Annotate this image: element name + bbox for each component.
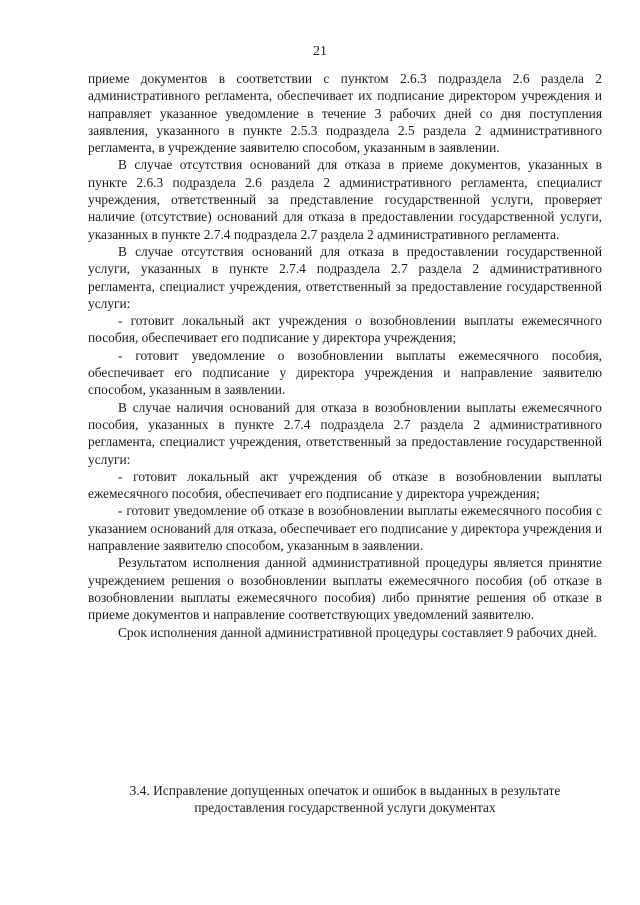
document-body [88, 70, 602, 641]
list-item: - готовит уведомление о возобновлении выплаты ежемесячного пособия, обеспечивает его подписание у директора учреждения и направление заявителю способом, указанным в заявлении. [88, 347, 602, 398]
paragraph: Срок исполнения данной административной процедуры составляет 9 рабочих дней. [118, 624, 597, 640]
paragraph: приеме документов в соответствии с пунктом 2.6.3 подраздела 2.6 раздела 2 административного регламента, обеспечивает их подписание директором учреждения и направляет указанное уведомление в течение 3 рабочих дней со дня поступления заявления, указанного в пункте 2.5.3 подраздела 2.5 раздела 2 административного регламента, в учреждение заявителю способом, указанным в заявлении. [88, 71, 602, 156]
paragraph: В случае отсутствия оснований для отказа в приеме документов, указанных в пункте 2.6.3 подраздела 2.6 раздела 2 административного регламента, специалист учреждения, ответственный за представление государственной услуги, проверяет наличие (отсутствие) оснований для отказа в предоставлении государственной услуги, указанных в пункте 2.7.4 подраздела 2.7 раздела 2 административного регламента. [88, 157, 602, 242]
paragraph: В случае отсутствия оснований для отказа в предоставлении государственной услуги, указанных в пункте 2.7.4 подраздела 2.7 раздела 2 административного регламента, специалист учреждения, ответственный за предоставление государственной услуги: [88, 243, 602, 311]
page-number: 21 [313, 44, 327, 59]
list-item: - готовит уведомление об отказе в возобновлении выплаты ежемесячного пособия с указанием оснований для отказа, обеспечивает его подписание у директора учреждения и направление заявителю способом, указанным в заявлении. [88, 503, 602, 554]
paragraph: Результатом исполнения данной административной процедуры является принятие учреждением решения о возобновлении выплаты ежемесячного пособия (об отказе в возобновлении выплаты ежемесячного пособия) либо принятие решения об отказе в приеме документов и направление соответствующих уведомлений заявителю. [88, 555, 602, 623]
section-heading: 3.4. Исправление допущенных опечаток и ошибок в выданных в результате предоставления государственной услуги документах [129, 783, 561, 816]
list-item: - готовит локальный акт учреждения об отказе в возобновлении выплаты ежемесячного пособия, обеспечивает его подписание у директора учреждения; [88, 468, 602, 502]
list-item: - готовит локальный акт учреждения о возобновлении выплаты ежемесячного пособия, обеспечивает его подписание у директора учреждения; [88, 313, 602, 346]
paragraph: В случае наличия оснований для отказа в возобновлении выплаты ежемесячного пособия, указанных в пункте 2.7.4 подраздела 2.7 раздела 2 административного регламента, специалист учреждения, ответственный за предоставление государственной услуги: [88, 399, 602, 467]
